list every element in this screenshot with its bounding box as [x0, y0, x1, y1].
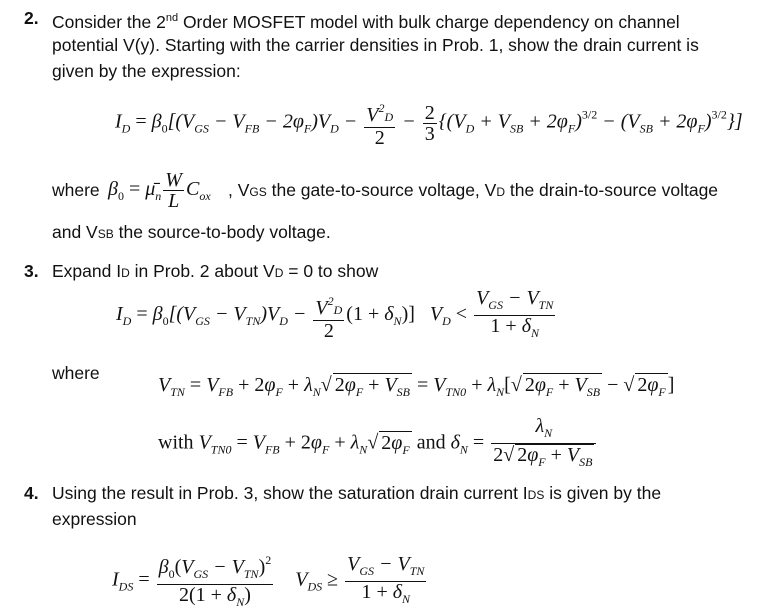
problem-2-line-1: Consider the 2nd Order MOSFET model with bulk charge dependency on channel — [52, 11, 680, 32]
problem-2-line-2: potential V(y). Starting with the carrier densities in Prob. 1, show the drain current is — [52, 35, 699, 55]
voltage-description: , VGS the gate-to-source voltage, VD the drain-to-source voltage — [228, 180, 719, 200]
problem-2-line-3: given by the expression: — [52, 61, 241, 81]
where-label-3: where — [52, 363, 100, 383]
equation-linear-current: $I_D = \beta_0[(V_{GS} - V_{TN})V_D$ − $\frac{V^2D}{2}$ $(1 + \delta_N)$] $V_D$ < $\frac{V_{GS} - V_{TN}}{1 + \delta_N}$ — [116, 287, 554, 342]
problem-3-number: 3. — [24, 261, 39, 281]
and-word: and — [416, 431, 446, 454]
equation-vtn0-delta: with $V_{TN0} = V_{FB} + 2\varphi_F + \lambda_N√$ $2\varphi_F$ and $\delta_N$ = $\frac{\lambda_N}{2√ 2\varphi_F + V_{SB}}$ — [158, 416, 598, 472]
problem-2-number: 2. — [24, 8, 39, 28]
where-line — [52, 180, 100, 200]
equation-saturation-current: $I_{DS}$ = $\frac{\beta_0(V_{GS} - V_{TN})^2}{2(1 + \delta_N)}$ $V_{DS}$ ≥ $\frac{V_{GS} - V_{TN}}{1 + \delta_N}$ — [112, 550, 428, 612]
equation-drain-current: $I_D = \beta_0[(V_{GS} - V_{FB} - 2\varphi_F)V_D$ − $\frac{V^2D}{2}$ − $\frac{2}{3}$ $\{(V_D + V_{SB} + 2\varphi_F)^{3/2} - (V_{SB} + 2\varphi_F)^{3/2}\}$] — [115, 101, 743, 149]
source-body-description: and VSB the source-to-body voltage. — [52, 222, 331, 242]
with-word: with — [158, 431, 194, 454]
problem-4-line-2: expression — [52, 509, 137, 529]
problem-4-line-1: Using the result in Prob. 3, show the saturation drain current IDS is given by the — [52, 483, 662, 503]
problem-4-number: 4. — [24, 483, 39, 503]
beta-definition: $\beta_0$ = $\mū_n$ $\frac{W}{L}$ $C_{ox}$ — [108, 169, 211, 212]
where-word: where — [52, 180, 100, 200]
equation-threshold: $V_{TN} = V_{FB} + 2\varphi_F + \lambda_N√$ $2\varphi_F + V_{SB} = V_{TN0} + \lambda_N[√$ $2\varphi_F + V_{SB}$ − √ $2\varphi_F$ ] — [158, 374, 675, 399]
problem-3-line-1: Expand ID in Prob. 2 about VD = 0 to show — [52, 261, 379, 281]
